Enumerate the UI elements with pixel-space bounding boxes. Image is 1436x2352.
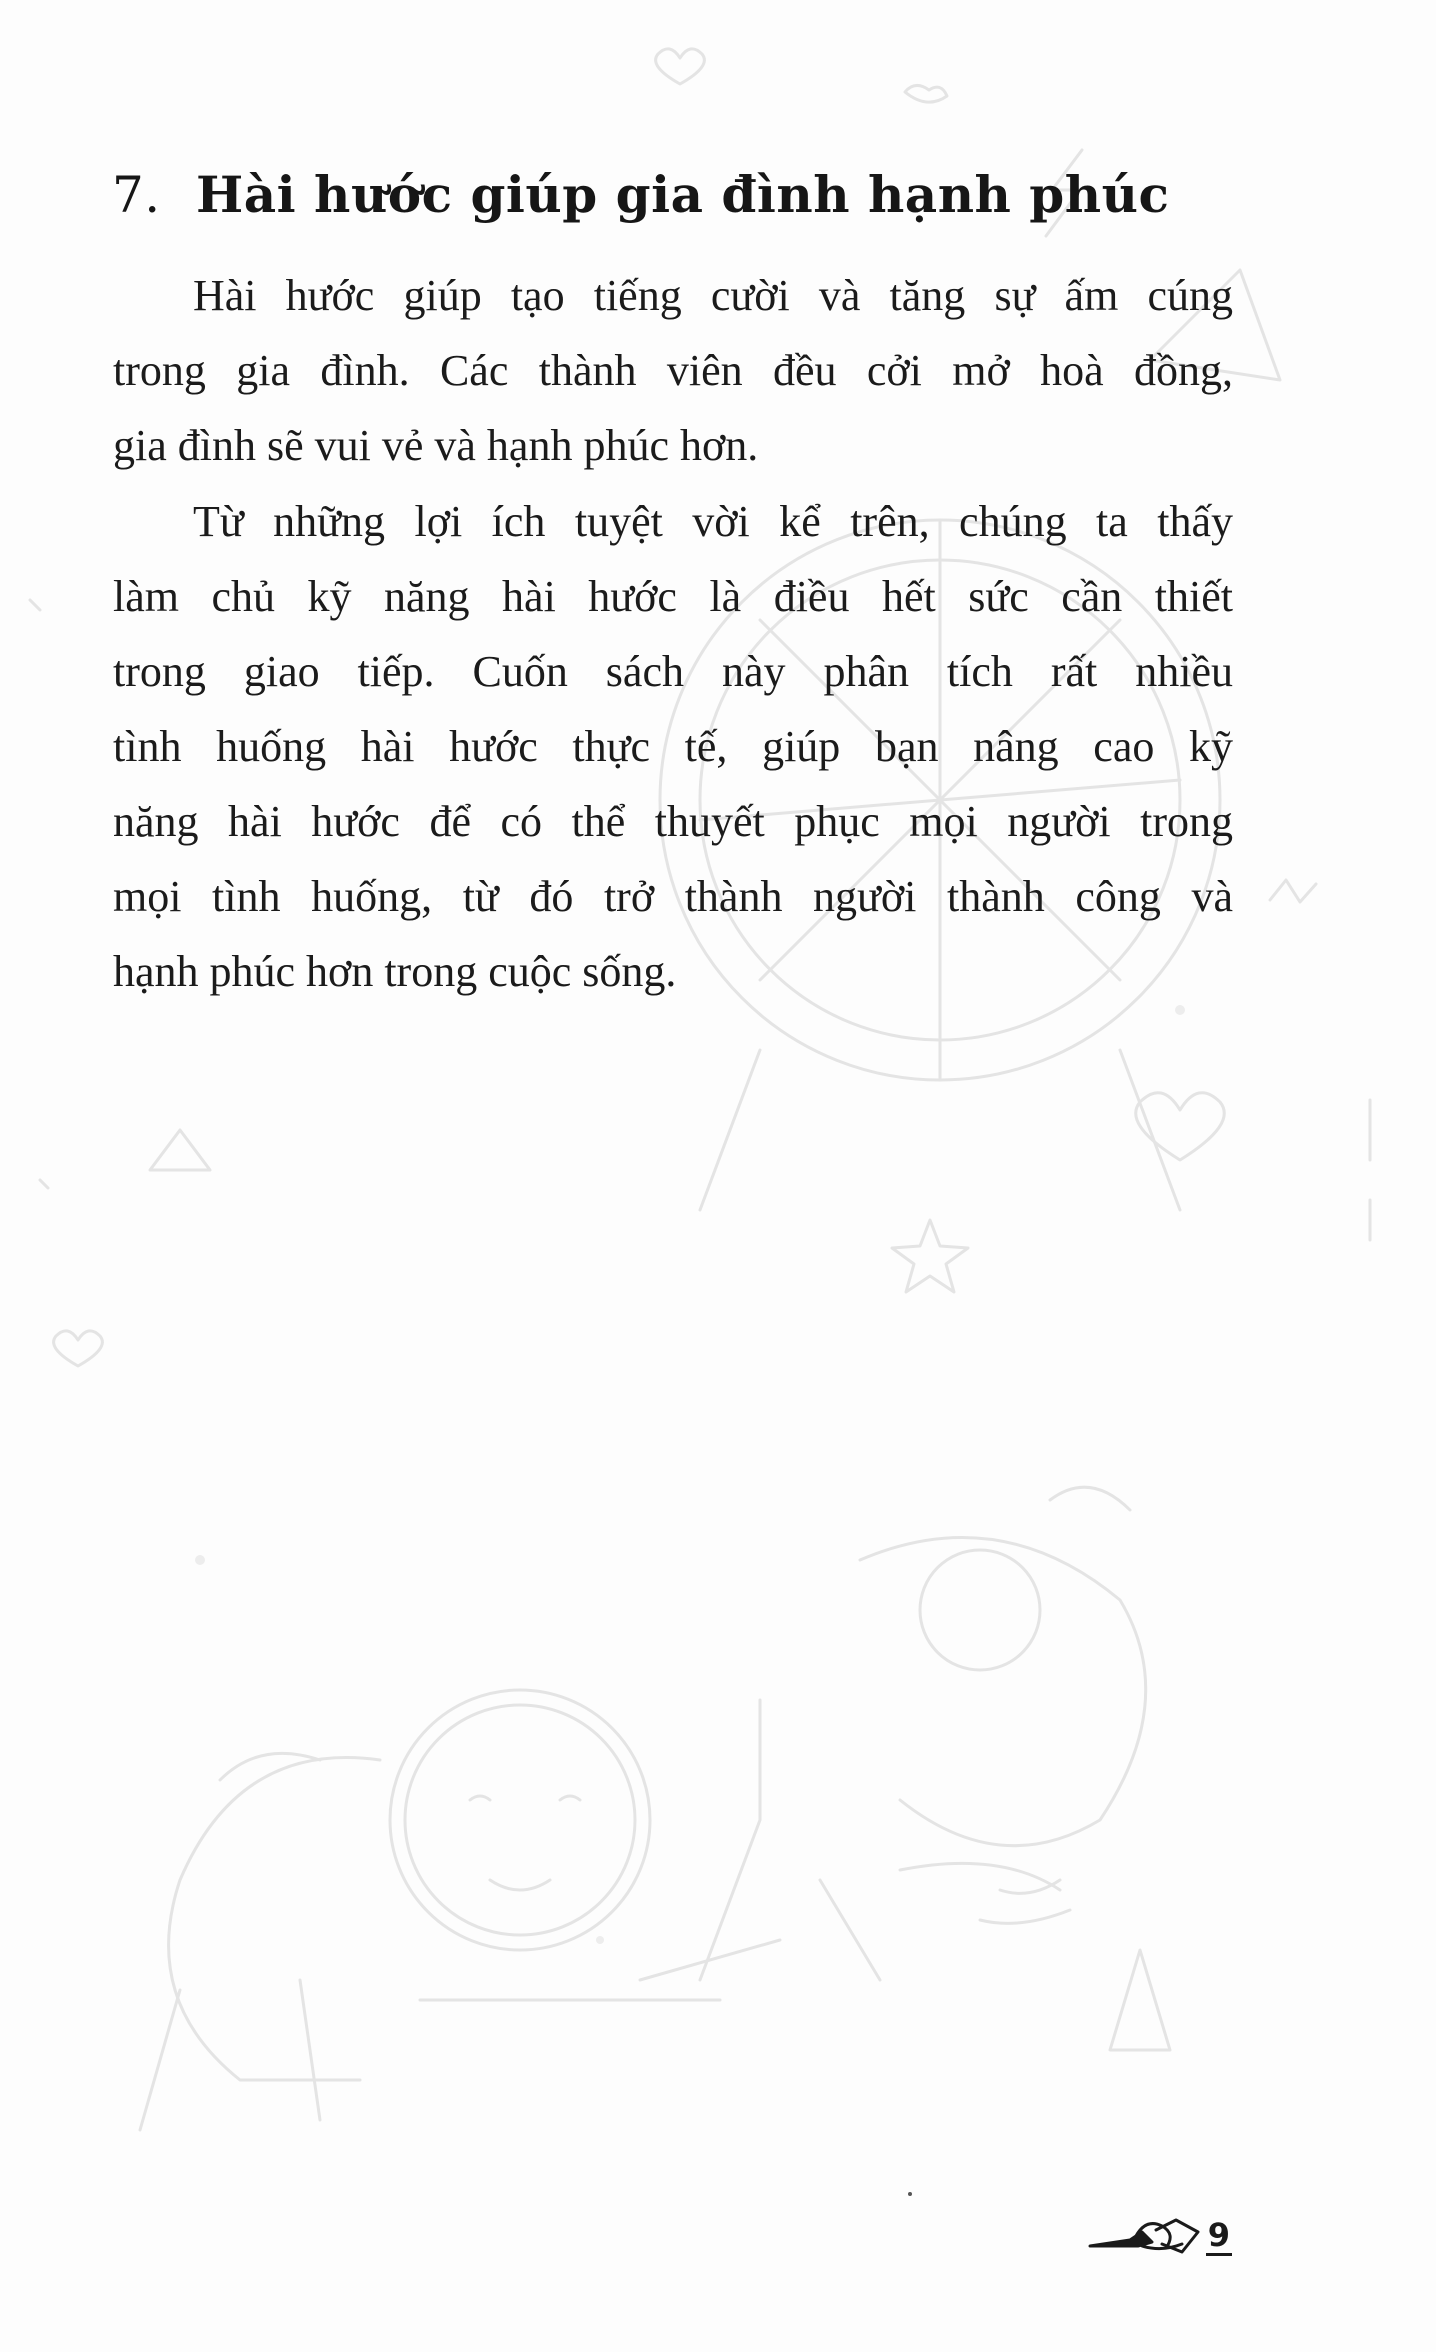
paragraph-2 bbox=[113, 484, 1233, 1009]
star-doodle-icon bbox=[892, 1220, 968, 1292]
paragraph-line: làm chủ kỹ năng hài hước là điều hết sức cần thiết bbox=[113, 572, 1233, 621]
paragraph-line: Hài hước giúp tạo tiếng cười và tăng sự ấm cúng bbox=[193, 271, 1233, 320]
paragraph-line: Từ những lợi ích tuyệt vời kể trên, chúng ta thấy bbox=[193, 497, 1233, 546]
paragraph-line: tình huống hài hước thực tế, giúp bạn nâng cao kỹ bbox=[113, 722, 1233, 771]
speck bbox=[908, 2192, 912, 2196]
heart-doodle-icon bbox=[54, 1331, 103, 1366]
heart-doodle-icon bbox=[656, 49, 705, 84]
paragraph-line: trong gia đình. Các thành viên đều cởi mở hoà đồng, bbox=[113, 346, 1233, 395]
page-number: 9 bbox=[1207, 2216, 1230, 2254]
paragraph-line: mọi tình huống, từ đó trở thành người thành công và bbox=[113, 872, 1233, 921]
section-title: Hài hước giúp gia đình hạnh phúc bbox=[196, 165, 1170, 224]
section-heading bbox=[112, 160, 1312, 230]
paragraph-line: trong giao tiếp. Cuốn sách này phân tích rất nhiều bbox=[113, 647, 1233, 696]
paragraph-line: hạnh phúc hơn trong cuộc sống. bbox=[113, 947, 677, 996]
paragraph-1 bbox=[113, 258, 1233, 483]
paragraph-line: năng hài hước để có thể thuyết phục mọi người trong bbox=[113, 797, 1233, 846]
paragraph-line: gia đình sẽ vui vẻ và hạnh phúc hơn. bbox=[113, 421, 759, 470]
section-number: 7. bbox=[112, 166, 161, 224]
pencil-doodle-icon bbox=[1086, 2216, 1210, 2256]
page-footer bbox=[1086, 2216, 1232, 2256]
